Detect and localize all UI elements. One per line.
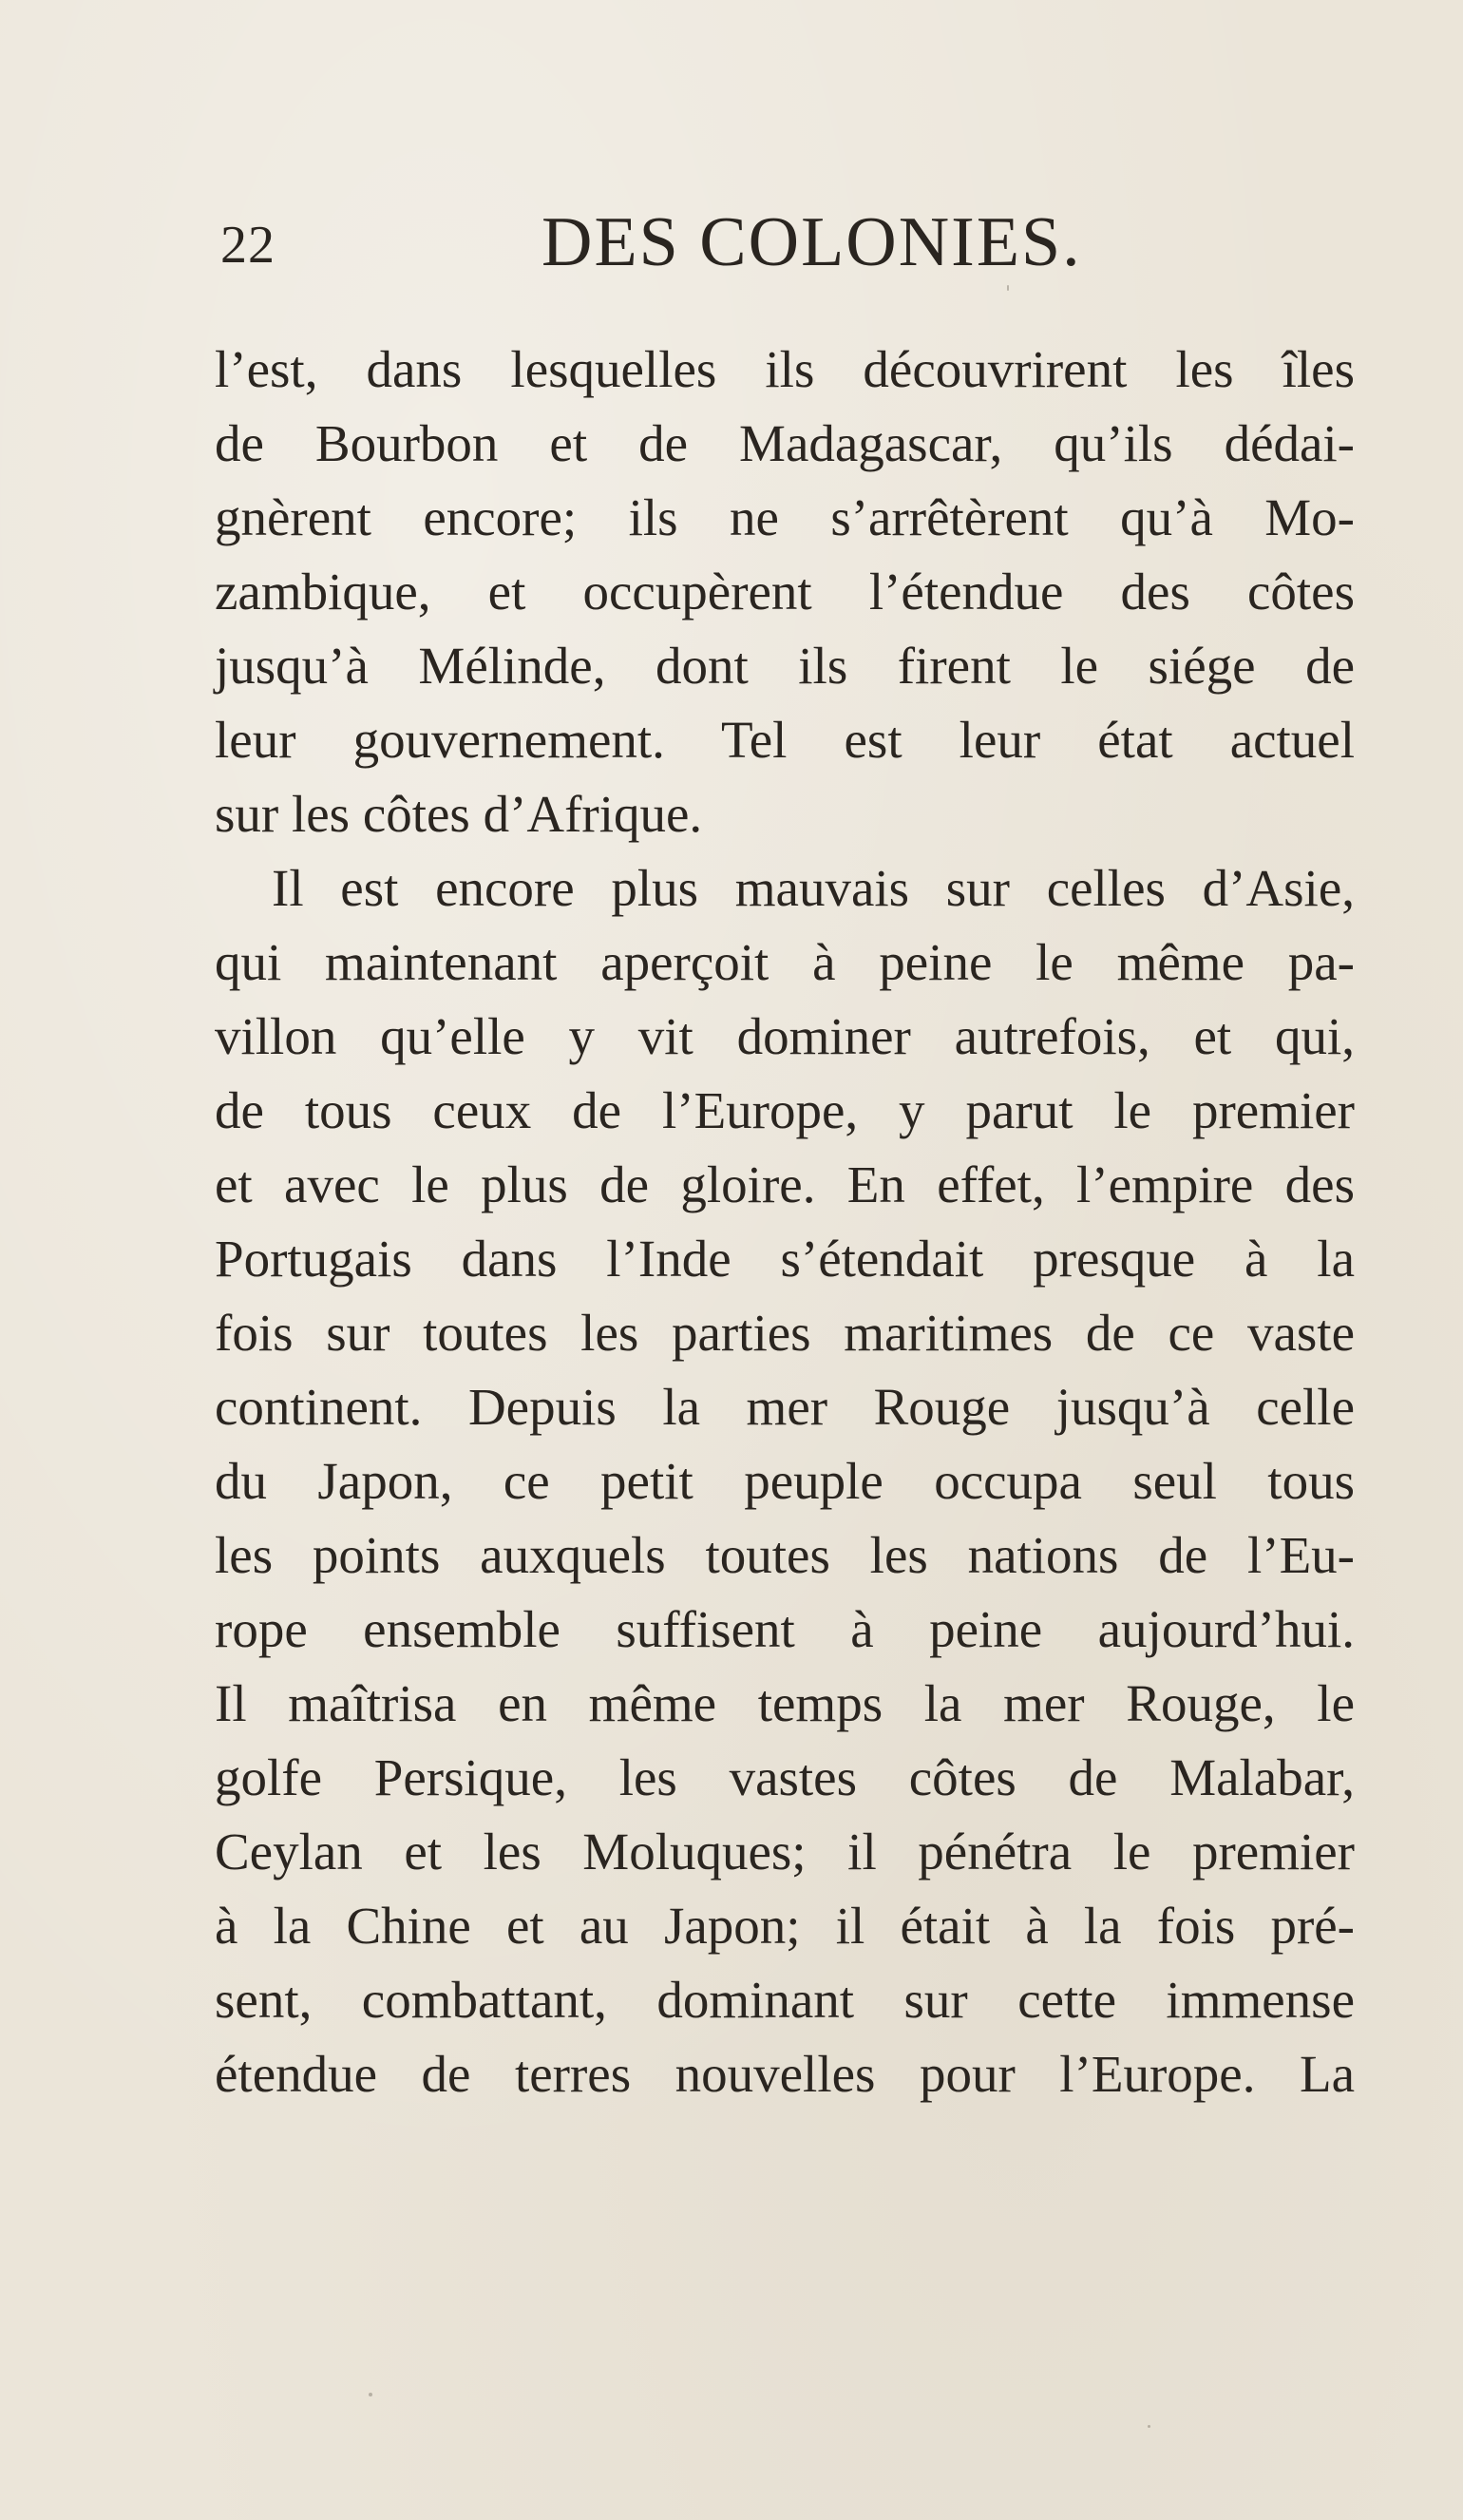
text-line: fois sur toutes les parties maritimes de ce vaste [215, 1304, 1355, 1362]
text-line: Il maîtrisa en même temps la mer Rouge, le [215, 1674, 1355, 1732]
text-line: du Japon, ce petit peuple occupa seul tous [215, 1452, 1355, 1510]
text-line: sur les côtes d’Afrique. [215, 785, 703, 843]
text-line: leur gouvernement. Tel est leur état actuel [215, 711, 1355, 769]
text-line: villon qu’elle y vit dominer autrefois, et qui, [215, 1007, 1355, 1065]
text-line: et avec le plus de gloire. En effet, l’empire des [215, 1155, 1355, 1213]
text-line: Il est encore plus mauvais sur celles d’Asie, [272, 859, 1355, 917]
text-line: sent, combattant, dominant sur cette immense [215, 1971, 1355, 2029]
text-line: étendue de terres nouvelles pour l’Europe. La [215, 2045, 1355, 2103]
text-line: golfe Persique, les vastes côtes de Malabar, [215, 1748, 1355, 1806]
text-line: jusqu’à Mélinde, dont ils firent le siége de [215, 637, 1355, 695]
text-line: l’est, dans lesquelles ils découvrirent les îles [215, 340, 1355, 398]
body-text [215, 333, 1355, 2111]
text-line: de Bourbon et de Madagascar, qu’ils dédai- [215, 414, 1355, 472]
paper-speck [369, 2393, 372, 2396]
text-line: rope ensemble suffisent à peine aujourd’hui. [215, 1600, 1355, 1658]
text-line: Portugais dans l’Inde s’étendait presque à la [215, 1230, 1355, 1288]
text-line: de tous ceux de l’Europe, y parut le premier [215, 1081, 1355, 1139]
paragraph-2 [215, 851, 1355, 2111]
text-line: Ceylan et les Moluques; il pénétra le premier [215, 1823, 1355, 1880]
page-header [0, 203, 1463, 283]
paper-speck [1007, 285, 1009, 291]
text-line: gnèrent encore; ils ne s’arrêtèrent qu’à Mo- [215, 488, 1355, 546]
running-title: DES COLONIES. [542, 203, 1082, 281]
text-line: qui maintenant aperçoit à peine le même pa- [215, 933, 1355, 991]
text-line: zambique, et occupèrent l’étendue des côtes [215, 563, 1355, 620]
page-number: 22 [220, 216, 276, 275]
text-line: continent. Depuis la mer Rouge jusqu’à celle [215, 1378, 1355, 1436]
paragraph-1 [215, 333, 1355, 851]
paper-speck [1148, 2425, 1150, 2428]
text-line: à la Chine et au Japon; il était à la fois pré- [215, 1897, 1355, 1955]
text-line: les points auxquels toutes les nations de l’Eu- [215, 1526, 1355, 1584]
